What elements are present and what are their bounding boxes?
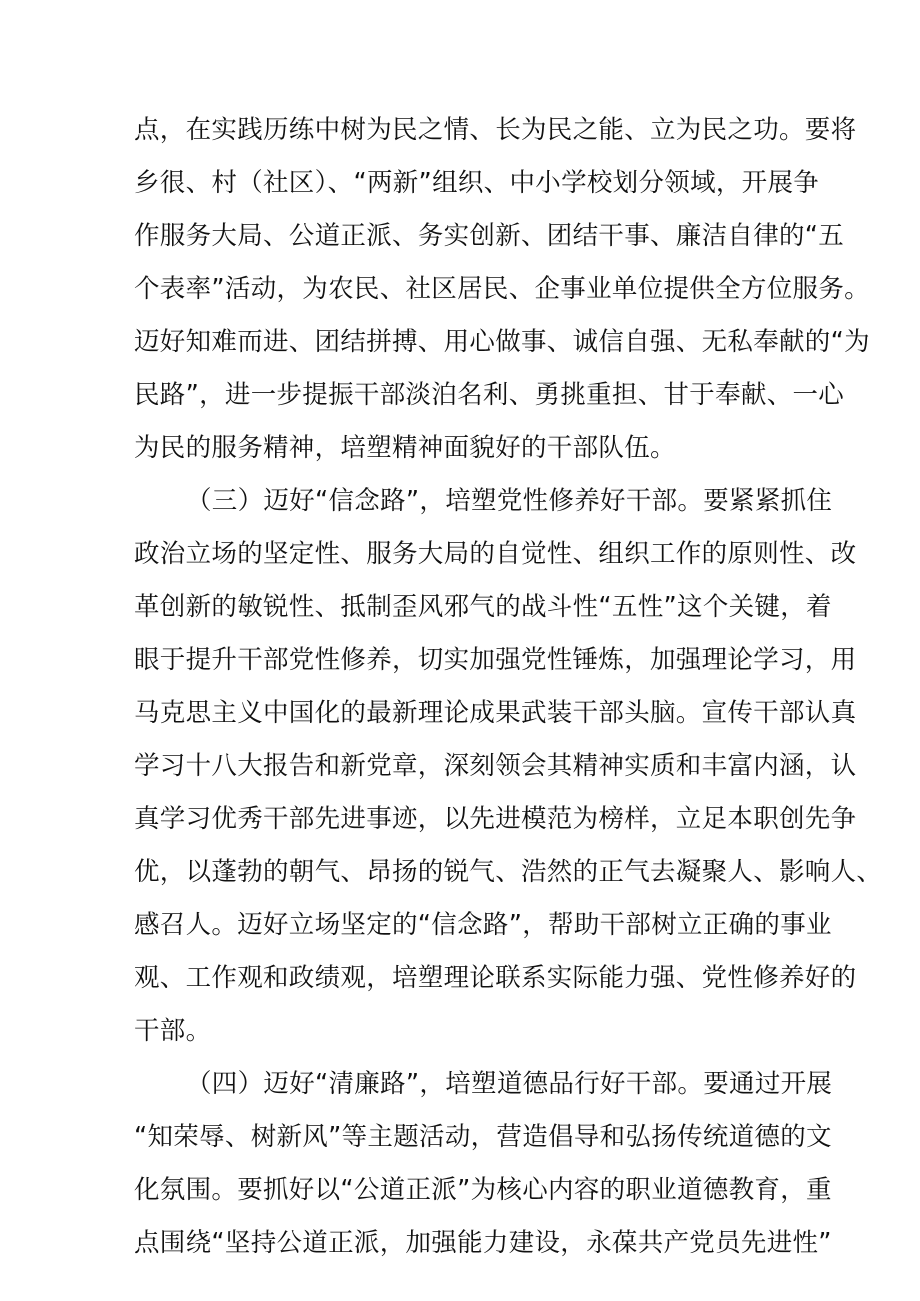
text-line: 点，在实践历练中树为民之情、长为民之能、立为民之功。要将 bbox=[134, 115, 857, 145]
text-line: 感召人。迈好立场坚定的“信念路”，帮助干部树立正确的事业 bbox=[134, 910, 832, 940]
text-line: 革创新的敏锐性、抵制歪风邪气的战斗性“五性”这个关键，着 bbox=[134, 592, 832, 622]
text-line: 点围绕“坚持公道正派，加强能力建设，永葆共产党员先进性” bbox=[134, 1228, 832, 1258]
text-line: 马克思主义中国化的最新理论成果武装干部头脑。宣传干部认真 bbox=[134, 698, 857, 728]
paragraph-heading-line: （四）迈好“清廉路”，培塑道德品行好干部。要通过开展 bbox=[186, 1069, 833, 1099]
text-line: 学习十八大报告和新党章，深刻领会其精神实质和丰富内涵，认 bbox=[134, 751, 857, 781]
text-line: 优，以蓬勃的朝气、昂扬的锐气、浩然的正气去凝聚人、影响人、 bbox=[134, 857, 883, 887]
text-line: 化氛围。要抓好以“公道正派”为核心内容的职业道德教育，重 bbox=[134, 1175, 832, 1205]
text-line: 真学习优秀干部先进事迹，以先进模范为榜样，立足本职创先争 bbox=[134, 804, 857, 834]
text-line: 民路”，进一步提振干部淡泊名利、勇挑重担、甘于奉献、一心 bbox=[134, 380, 845, 410]
text-line: 为民的服务精神，培塑精神面貌好的干部队伍。 bbox=[134, 433, 676, 463]
text-line: 作服务大局、公道正派、务实创新、团结干事、廉洁自律的“五 bbox=[134, 221, 845, 251]
text-line: 干部。 bbox=[134, 1016, 212, 1046]
text-line: 个表率”活动，为农民、社区居民、企事业单位提供全方位服务。 bbox=[134, 274, 870, 304]
text-line: 迈好知难而进、团结拼搏、用心做事、诚信自强、无私奉献的“为 bbox=[134, 327, 870, 357]
text-line: “知荣辱、树新风”等主题活动，营造倡导和弘扬传统道德的文 bbox=[134, 1122, 832, 1152]
paragraph-heading-line: （三）迈好“信念路”，培塑党性修养好干部。要紧紧抓住 bbox=[186, 486, 833, 516]
text-line: 乡很、村（社区）、“两新”组织、中小学校划分领域，开展争 bbox=[134, 168, 820, 198]
text-line: 眼于提升干部党性修养，切实加强党性锤炼，加强理论学习，用 bbox=[134, 645, 857, 675]
text-line: 政治立场的坚定性、服务大局的自觉性、组织工作的原则性、改 bbox=[134, 539, 857, 569]
text-line: 观、工作观和政绩观，培塑理论联系实际能力强、党性修养好的 bbox=[134, 963, 857, 993]
